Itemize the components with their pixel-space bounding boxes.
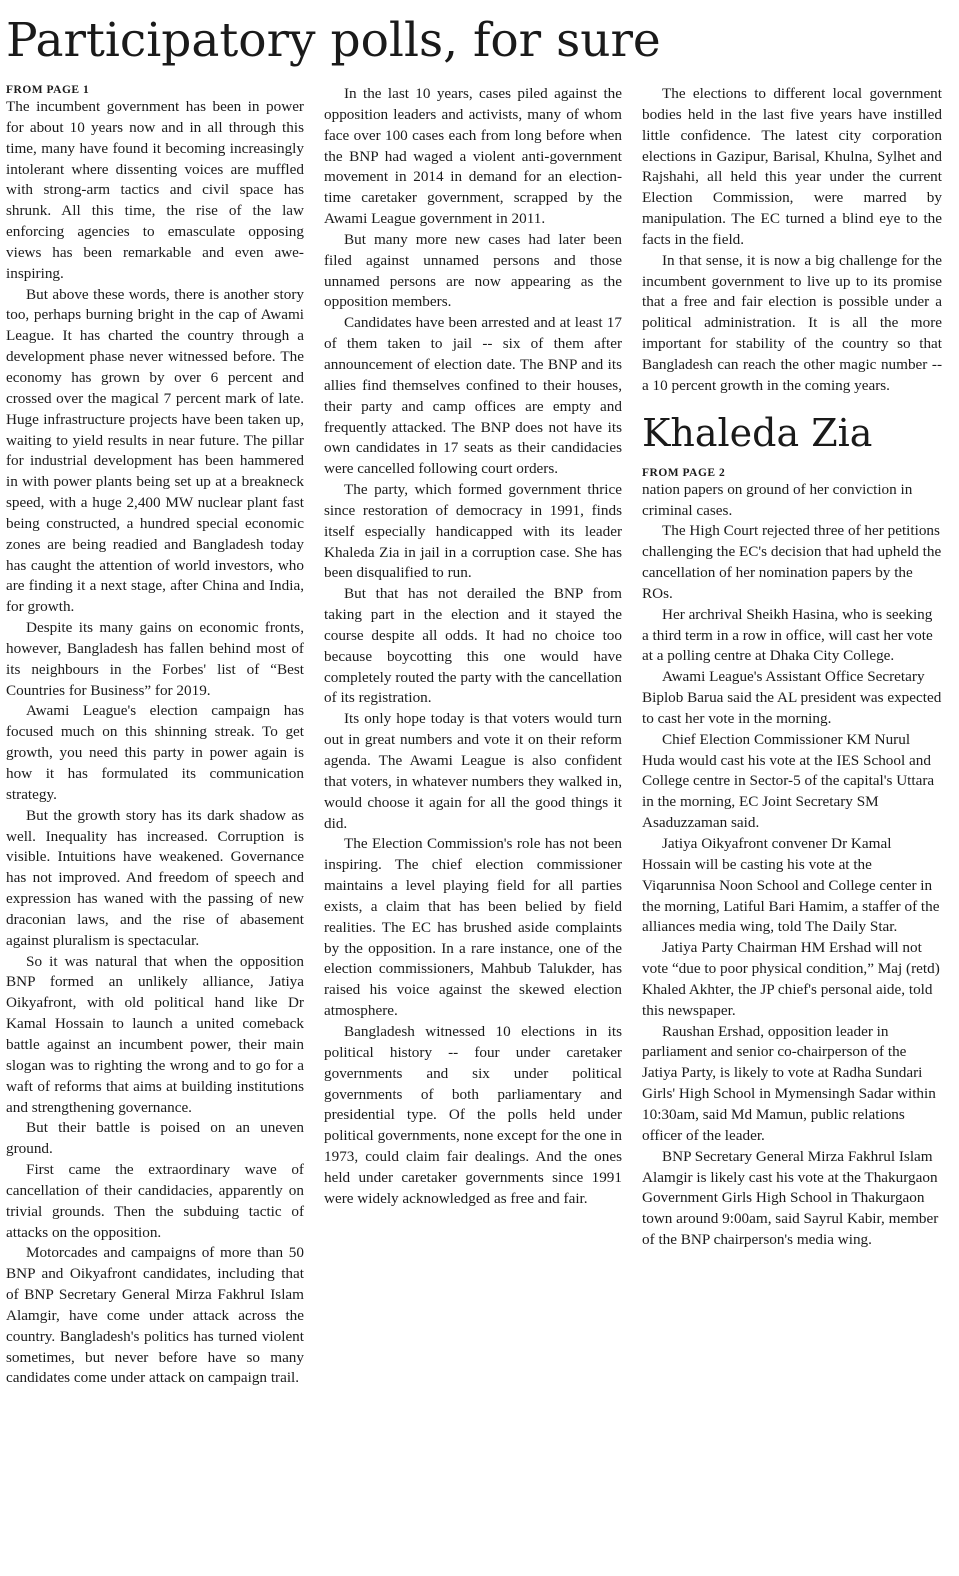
article-paragraph: Bangladesh witnessed 10 elections in its political history -- four under caretaker governments and six under political governments of both parliamentary and presidential type. Of the polls held under political governments, none except for the one in 1973, could claim fair dealings. And the ones held under caretaker governments since 1991 were widely acknowledged as free and fair. [324,1022,622,1207]
article-column-2 [324,84,622,1210]
article-paragraph: In that sense, it is now a big challenge for the incumbent government to live up to its promise that a free and fair election is possible under a political administration. It is all the more important for stability of the country so that Bangladesh can reach the other magic number -- a 10 percent growth in the coming years. [642,251,942,394]
sidebar-paragraph: Jatiya Party Chairman HM Ershad will not vote “due to poor physical condition,” Maj (retd) Khaled Akhter, the JP chief's personal aide, told this newspaper. [642,939,940,1019]
sidebar-headline: Khaleda Zia [642,410,873,455]
article-paragraph: But the growth story has its dark shadow as well. Inequality has increased. Corruption is visible. Intuitions have weakened. Governance has not improved. And freedom of speech and expression has waned with the passing of new draconian laws, and the rise of abasement against pluralism is spectacular. [6,806,304,949]
article-paragraph: First came the extraordinary wave of cancellation of their candidacies, apparently on trivial grounds. Then the subduing tactic of attacks on the opposition. [6,1161,304,1241]
article-headline: Participatory polls, for sure [6,13,661,68]
sidebar-paragraph: The High Court rejected three of her petitions challenging the EC's decision that had upheld the cancellation of her nomination papers by the ROs. [642,522,942,602]
article-column-3 [642,84,942,1251]
sidebar-paragraph: Awami League's Assistant Office Secretary Biplob Barua said the AL president was expected to cast her vote in the morning. [642,668,942,727]
sidebar-paragraph: Raushan Ershad, opposition leader in parliament and senior co-chairperson of the Jatiya Party, is likely to vote at Radha Sundari Girls' High School in Mymensingh Sadar within 10:30am, said Md Mamun, public relations officer of the leader. [642,1022,936,1144]
article-paragraph: The Election Commission's role has not been inspiring. The chief election commissioner maintains a level playing field for all parties exists, a claim that has been belied by field realities. The EC has brushed aside complaints by the opposition. In a rare instance, one of the election commissioners, Mahbub Talukder, has raised his voice against the skewed election atmosphere. [324,835,622,1020]
article-paragraph: The party, which formed government thrice since restoration of democracy in 1991, finds itself especially handicapped with its leader Khaleda Zia in jail in a corruption case. She has been disqualified to run. [324,481,622,582]
sidebar-paragraph: nation papers on ground of her conviction in criminal cases. [642,480,913,519]
article-paragraph: So it was natural that when the opposition BNP formed an unlikely alliance, Jatiya Oikyafront, with old political hand like Dr Kamal Hossain to launch a united comeback battle against an incumbent power, their main slogan was to righting the wrong and to go for a waft of reforms that aims at building institutions and strengthening governance. [6,952,304,1116]
article-paragraph: In the last 10 years, cases piled against the opposition leaders and activists, many of whom face over 100 cases each from long before when the BNP had waged a violent anti-government movement in 2014 in demand for an election-time caretaker government, scrapped by the Awami League government in 2011. [324,85,622,228]
article-paragraph: But their battle is poised on an uneven ground. [6,1119,304,1158]
article-paragraph: Despite its many gains on economic fronts, however, Bangladesh has fallen behind most of its neighbours in the Forbes' list of “Best Countries for Business” for 2019. [6,619,304,699]
article-paragraph: Motorcades and campaigns of more than 50 BNP and Oikyafront candidates, including that of BNP Secretary General Mirza Fakhrul Islam Alamgir, have come under attack across the country. Bangladesh's politics has turned violent sometimes, but never before have so many candidates come under attack on campaign trail. [6,1244,304,1387]
article-paragraph: Awami League's election campaign has focused much on this shinning streak. To get growth, you need this party in power again is how it has formulated its communication strategy. [6,702,304,803]
sidebar-kicker: FROM PAGE 2 [642,466,726,479]
article-paragraph: But that has not derailed the BNP from taking part in the election and it stayed the course despite all odds. It had no choice too because boycotting this one would have completely routed the party with the cancellation of its registration. [324,585,622,707]
article-paragraph: Its only hope today is that voters would turn out in great numbers and vote it on their reform agenda. The Awami League is also confident that voters, in whatever numbers they walked in, would choose it again for all the good things it did. [324,710,622,832]
sidebar-paragraph: Chief Election Commissioner KM Nurul Huda would cast his vote at the IES School and College centre in Sector-5 of the capital's Uttara in the morning, EC Joint Secretary SM Asaduzzaman said. [642,730,935,832]
article-paragraph: The elections to different local government bodies held in the last five years have instilled little confidence. The latest city corporation elections in Gazipur, Barisal, Khulna, Sylhet and Rajshahi, all held this year under the current Election Commission, were marred by manipulation. The EC turned a blind eye to the facts in the field. [642,85,942,248]
article-paragraph: But many more new cases had later been filed against unnamed persons and those unnamed persons are now appearing as the opposition members. [324,230,622,311]
sidebar-paragraph: Jatiya Oikyafront convener Dr Kamal Hossain will be casting his vote at the Viqarunnisa Noon School and College center in the morning, Latiful Bari Hamim, a staffer of the alliances media wing, told The Daily Star. [642,835,940,936]
article-kicker: FROM PAGE 1 [6,84,90,96]
article-paragraph: Candidates have been arrested and at least 17 of them taken to jail -- six of them after announcement of election date. The BNP and its allies find themselves confined to their houses, their party and camp offices are empty and frequently attacked. The BNP does not have its own candidates in 17 seats as their candidacies were cancelled following court orders. [324,314,622,478]
article-column-1 [6,84,304,1389]
sidebar-paragraph: BNP Secretary General Mirza Fakhrul Islam Alamgir is likely cast his vote at the Thakurgaon Government Girls High School in Thakurgaon town around 9:00am, said Sayrul Kabir, member of the BNP chairperson's media wing. [642,1147,939,1249]
article-paragraph: But above these words, there is another story too, perhaps burning bright in the cap of Awami League. It has charted the country through a development phase never witnessed before. The economy has grown by over 6 percent and crossed over the magical 7 percent mark of late. Huge infrastructure projects have been taken up, waiting to yield results in near future. The pillar for industrial development has been hammered in with power plants being set up at a breakneck speed, with a huge 2,400 MW nuclear plant fast being constructed, a hundred special economic zones are being readied and Bangladesh today has caught the attention of world investors, who are finding it a next stage, after China and India, for growth. [6,285,304,616]
article-paragraph: The incumbent government has been in power for about 10 years now and in all through this time, many have found it becoming increasingly intolerant where dissenting voices are muffled with strong-arm tactics and civil space has shrunk. All this time, the rise of the law enforcing agencies to emasculate opposing views has been remarkable and even awe-inspiring. [6,98,304,282]
sidebar-story-body [642,480,942,1251]
sidebar-paragraph: Her archrival Sheikh Hasina, who is seeking a third term in a row in office, will cast her vote at a polling centre at Dhaka City College. [642,605,933,665]
